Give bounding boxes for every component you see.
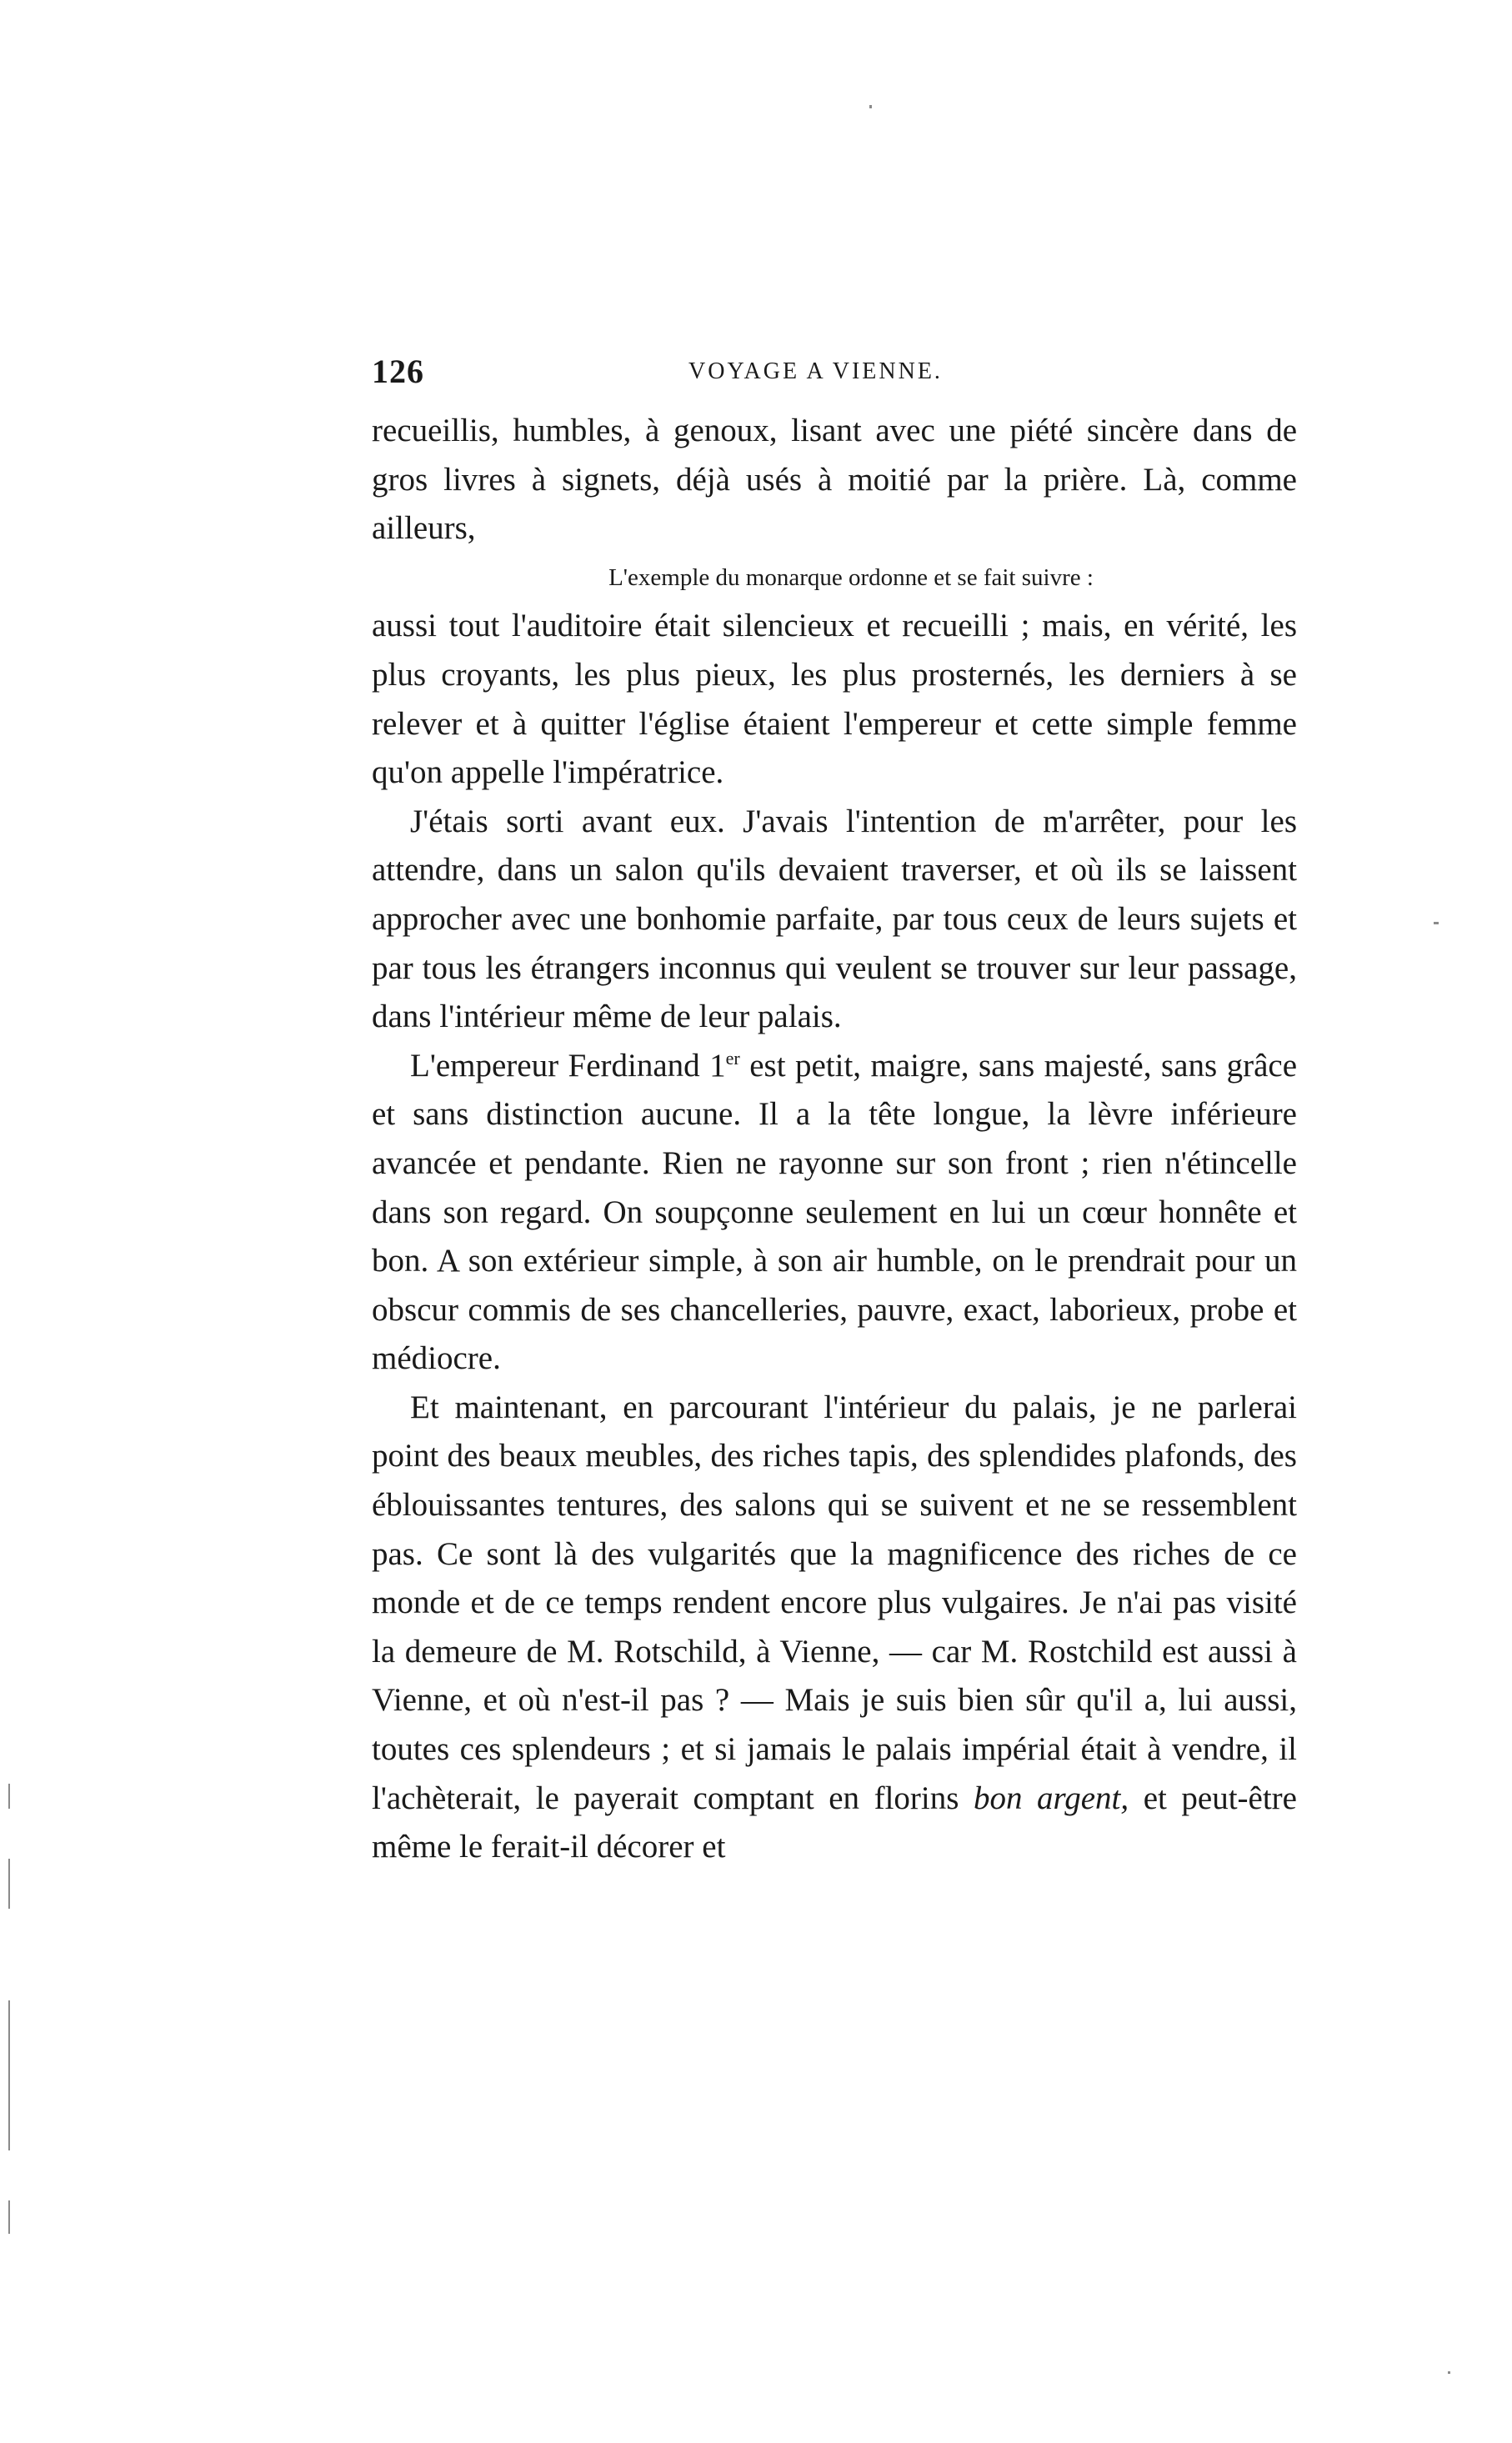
page-header — [372, 352, 1297, 402]
ordinal-superscript: er — [725, 1047, 740, 1069]
scan-speck — [8, 2200, 10, 2234]
paragraph-continuation: recueillis, humbles, à genoux, lisant avec une piété sincère dans de gros livres à signets, déjà usés à moitié par la prière. Là, comme ailleurs, — [372, 413, 1297, 547]
empereur-text-start: L'empereur Ferdinand 1 — [410, 1047, 726, 1084]
paragraph-sorti: J'étais sorti avant eux. J'avais l'intention de m'arrêter, pour les attendre, dans un salon qu'ils devaient traverser, et où ils se laissent approcher avec une bonhomie parfaite, par tous ceux de leurs sujets et par tous les étrangers inconnus qui veulent se trouver sur leur passage, dans l'intérieur même de leur palais. — [372, 803, 1297, 1035]
paragraph-palais — [372, 1384, 1297, 1872]
scan-speck — [8, 1784, 10, 1809]
paragraph-auditoire: aussi tout l'auditoire était silencieux et recueilli ; mais, en vérité, les plus croyants, les plus pieux, les plus prosternés, les derniers à se relever et à quitter l'église étaient l'empereur et cette simple femme qu'on appelle l'impératrice. — [372, 608, 1297, 791]
italic-phrase: bon argent, — [973, 1780, 1129, 1816]
paragraph-empereur — [372, 1042, 1297, 1384]
scan-speck — [1434, 922, 1439, 924]
scan-speck — [8, 2000, 10, 2150]
empereur-text-rest: est petit, maigre, sans majesté, sans grâce et sans distinction aucune. Il a la tête longue, la lèvre inférieure avancée et pendante. Rien ne rayonne sur son front ; rien n'étincelle dans son regard. On soupçonne seulement en lui un cœur honnête et bon. A son extérieur simple, à son air humble, on le prendrait pour un obscur commis de ses chancelleries, pauvre, exact, laborieux, probe et médiocre. — [372, 1047, 1297, 1377]
running-title: VOYAGE A VIENNE. — [688, 358, 943, 384]
page-number: 126 — [372, 353, 424, 390]
scan-speck — [8, 1859, 10, 1909]
palais-text-start: Et maintenant, en parcourant l'intérieur du palais, je ne parlerai point des beaux meubles, des riches tapis, des splendides plafonds, des éblouissantes tentures, des salons qui se suivent et ne se ressemblent pas. Ce sont là des vulgarités que la magnificence des riches de ce monde et de ce temps rendent encore plus vulgaires. Je n'ai pas visité la demeure de M. Rotschild, à Vienne, — car M. Rostchild est aussi à Vienne, et où n'est-il pas ? — Mais je suis bien sûr qu'il a, lui aussi, toutes ces splendeurs ; et si jamais le palais impérial était à vendre, il l'achèterait, le payerait comptant en florins — [372, 1389, 1297, 1816]
body-text — [372, 407, 1297, 1872]
scan-speck — [1448, 2371, 1450, 2374]
verse-quotation: L'exemple du monarque ordonne et se fait suivre : — [608, 563, 1094, 591]
scan-speck — [869, 105, 872, 108]
palais-text-end: et peut-être même le ferait-il décorer et — [372, 1780, 1297, 1865]
